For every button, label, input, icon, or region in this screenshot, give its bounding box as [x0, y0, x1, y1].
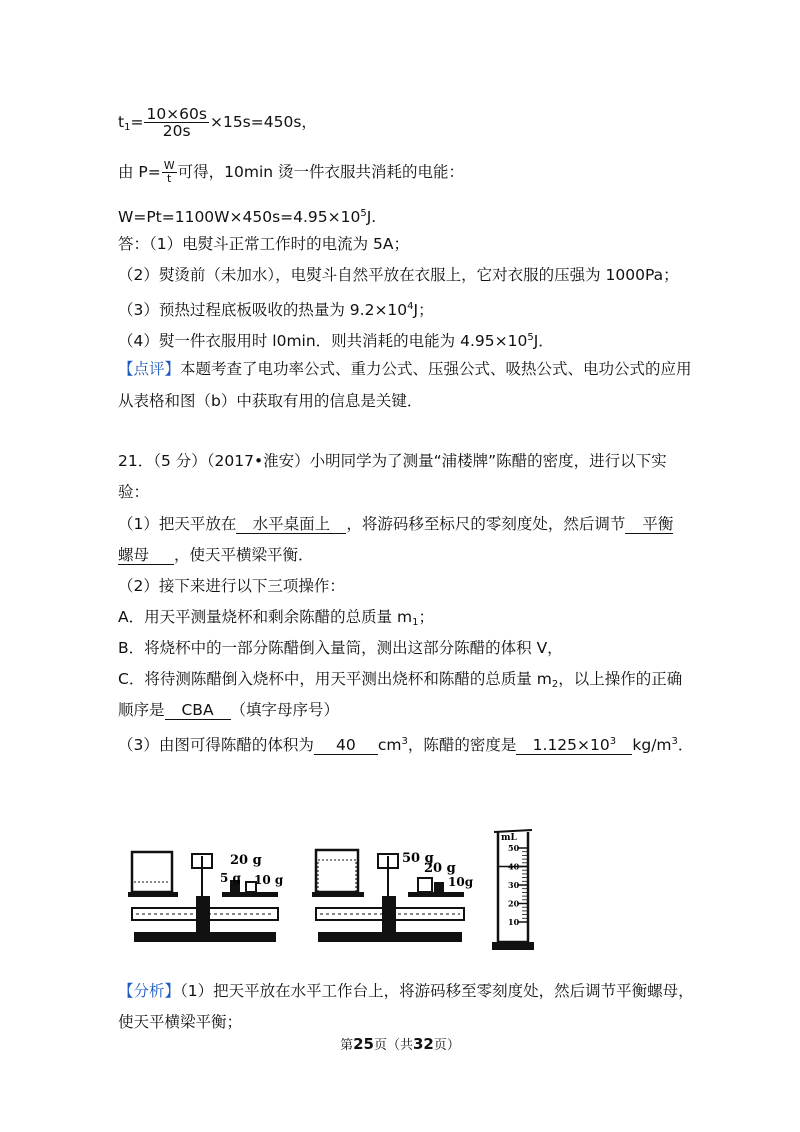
power-fraction-denominator: t: [167, 172, 172, 185]
base-2: [318, 932, 462, 942]
right-pan-2: [408, 892, 464, 897]
q21-part1-line2: [118, 544, 314, 566]
analysis-line-1: [118, 980, 694, 1002]
cylinder-tick-label: 30: [508, 880, 520, 890]
cylinder-scale: [508, 843, 528, 927]
page-number: 25: [353, 1035, 374, 1053]
option-c-text: C．将待测陈醋倒入烧杯中，用天平测出烧杯和陈醋的总质量 m: [118, 670, 552, 688]
part3-text-b: ，陈醋的密度是: [407, 736, 517, 754]
balance-figure-2: [310, 836, 474, 952]
energy-exponent: 5: [360, 208, 367, 219]
answer-blank-volume: 40: [314, 736, 378, 755]
beaker-2: [316, 850, 358, 892]
t1-label: t: [118, 113, 125, 131]
cylinder-tick-label: 20: [508, 898, 520, 909]
power-fraction: [162, 160, 177, 185]
stand-2: [382, 896, 396, 932]
analysis-line-2: 使天平横梁平衡；: [118, 1013, 243, 1031]
weight-label-1-10g: 10 g: [254, 873, 284, 887]
option-c-end: ，以上操作的正确: [558, 670, 683, 688]
density-unit: kg/m: [632, 736, 672, 754]
option-a-end: ；: [418, 608, 435, 626]
answer-blank-density: [516, 733, 632, 755]
weight-label-2-10g: 10g: [448, 875, 474, 889]
part1-text-c: ，使天平横梁平衡．: [174, 546, 314, 564]
answer-line-4: [118, 327, 554, 352]
balance-figure-1: [126, 836, 284, 952]
power-tail: 可得，10min 烫一件衣服共消耗的电能：: [177, 163, 465, 181]
footer-pre: 第: [340, 1038, 354, 1053]
base-1: [134, 932, 276, 942]
power-fraction-numerator: W: [163, 159, 175, 172]
cylinder-tick-label: 10: [508, 917, 520, 927]
answer-blank-order: CBA: [165, 701, 231, 720]
power-prefix: 由 P=: [118, 163, 161, 181]
part1-text-b: ，将游码移至标尺的零刻度处，然后调节: [346, 515, 626, 533]
comment-text-1: 本题考查了电功率公式、重力公式、压强公式、吸热公式、电功公式的应用: [180, 360, 692, 378]
energy-unit: J.: [366, 208, 377, 226]
answer-line-1: 答：（1）电熨斗正常工作时的电流为 5A；: [118, 235, 410, 253]
answer-4-text: （4）熨一件衣服用时 l0min．则共消耗的电能为 4.95×10: [118, 332, 528, 350]
answer-line-2: （2）熨烫前（未加水），电熨斗自然平放在衣服上，它对衣服的压强为 1000Pa；: [118, 266, 679, 284]
left-pan-2: [312, 892, 364, 897]
weight-2-20g: [434, 882, 444, 892]
part3-text-a: （3）由图可得陈醋的体积为: [118, 736, 314, 754]
option-a-subscript: 1: [412, 617, 419, 628]
answer-3-unit: J；: [413, 301, 434, 319]
energy-text: W=Pt=1100W×450s=4.95×10: [118, 208, 361, 226]
q21-heading-1: 21．（5 分）（2017•淮安）小明同学为了测量“浦楼牌”陈醋的密度，进行以下实: [118, 452, 667, 470]
q21-option-a: [118, 606, 434, 634]
option-c-subscript: 2: [551, 679, 559, 690]
weight-label-2-50g: 50 g: [402, 851, 434, 866]
t1-subscript: 1: [124, 122, 131, 133]
left-pan-1: [128, 892, 178, 897]
volume-unit: cm: [377, 736, 402, 754]
cylinder-tick-label: 40: [508, 861, 520, 872]
calc-energy-line: [118, 203, 376, 228]
density-exponent: 3: [609, 736, 617, 747]
weight-label-2-20g: 20 g: [424, 861, 456, 876]
density-value: 1.125×10: [532, 736, 610, 754]
q21-option-b: B．将烧杯中的一部分陈醋倒入量筒，测出这部分陈醋的体积 V，: [118, 639, 563, 657]
weight-2-50g: [418, 878, 432, 892]
stand-1: [196, 896, 210, 932]
weight-label-1-5g: 5 g: [220, 871, 241, 885]
calc-power-line: [118, 160, 464, 185]
page-total: 32: [413, 1035, 434, 1053]
volume-unit-exponent: 3: [401, 736, 408, 747]
cylinder-base: [492, 942, 534, 950]
t1-fraction: [144, 106, 209, 139]
answer-blank-knob-1: 平衡: [625, 515, 673, 534]
option-a-text: A．用天平测量烧杯和剩余陈醋的总质量 m: [118, 608, 413, 626]
answer-blank-knob-2: 螺母: [118, 546, 174, 565]
part3-end: ．: [677, 736, 694, 754]
analysis-tag: 【分析】: [118, 982, 181, 1000]
answer-line-3: [118, 296, 434, 321]
answer-3-exponent: 4: [407, 301, 414, 312]
q21-part1-line1: [118, 513, 673, 535]
q21-order-line: [118, 699, 339, 721]
q21-heading-2: 验：: [118, 483, 150, 501]
density-unit-exponent: 3: [671, 736, 678, 747]
comment-line-2: 从表格和图（b）中获取有用的信息是关键．: [118, 392, 423, 410]
beaker-2-liquid: [318, 860, 356, 892]
analysis-text-1: （1）把天平放在水平工作台上，将游码移至零刻度处，然后调节平衡螺母，: [180, 982, 694, 1000]
t1-result: ×15s=450s，: [209, 113, 317, 131]
comment-tag: 【点评】: [118, 360, 181, 378]
order-text-a: 顺序是: [118, 701, 165, 719]
beaker-1: [132, 852, 172, 892]
q21-part2: （2）接下来进行以下三项操作：: [118, 577, 345, 595]
t1-fraction-numerator: 10×60s: [146, 105, 207, 123]
graduated-cylinder: [488, 822, 538, 958]
q21-option-c: [118, 668, 682, 696]
cylinder-unit-label: mL: [501, 833, 517, 843]
footer-post: 页）: [433, 1038, 460, 1053]
comment-line-1: [118, 358, 692, 380]
order-text-b: （填字母序号）: [230, 701, 340, 719]
t1-fraction-denominator: 20s: [162, 122, 191, 140]
t1-equals: =: [130, 113, 144, 131]
answer-blank-surface: 水平桌面上: [236, 515, 346, 534]
q21-part3: [118, 731, 693, 756]
part1-text-a: （1）把天平放在: [118, 515, 237, 533]
weight-label-1-20g: 20 g: [230, 853, 262, 868]
answer-4-exponent: 5: [527, 332, 534, 343]
answer-3-text: （3）预热过程底板吸收的热量为 9.2×10: [118, 301, 408, 319]
cylinder-rim: [494, 830, 532, 832]
footer-mid: 页（共: [373, 1038, 413, 1053]
answer-4-unit: J．: [533, 332, 554, 350]
cylinder-tick-label: 50: [508, 843, 520, 853]
calc-t1-line: [118, 106, 317, 139]
page-footer: [0, 1034, 800, 1053]
